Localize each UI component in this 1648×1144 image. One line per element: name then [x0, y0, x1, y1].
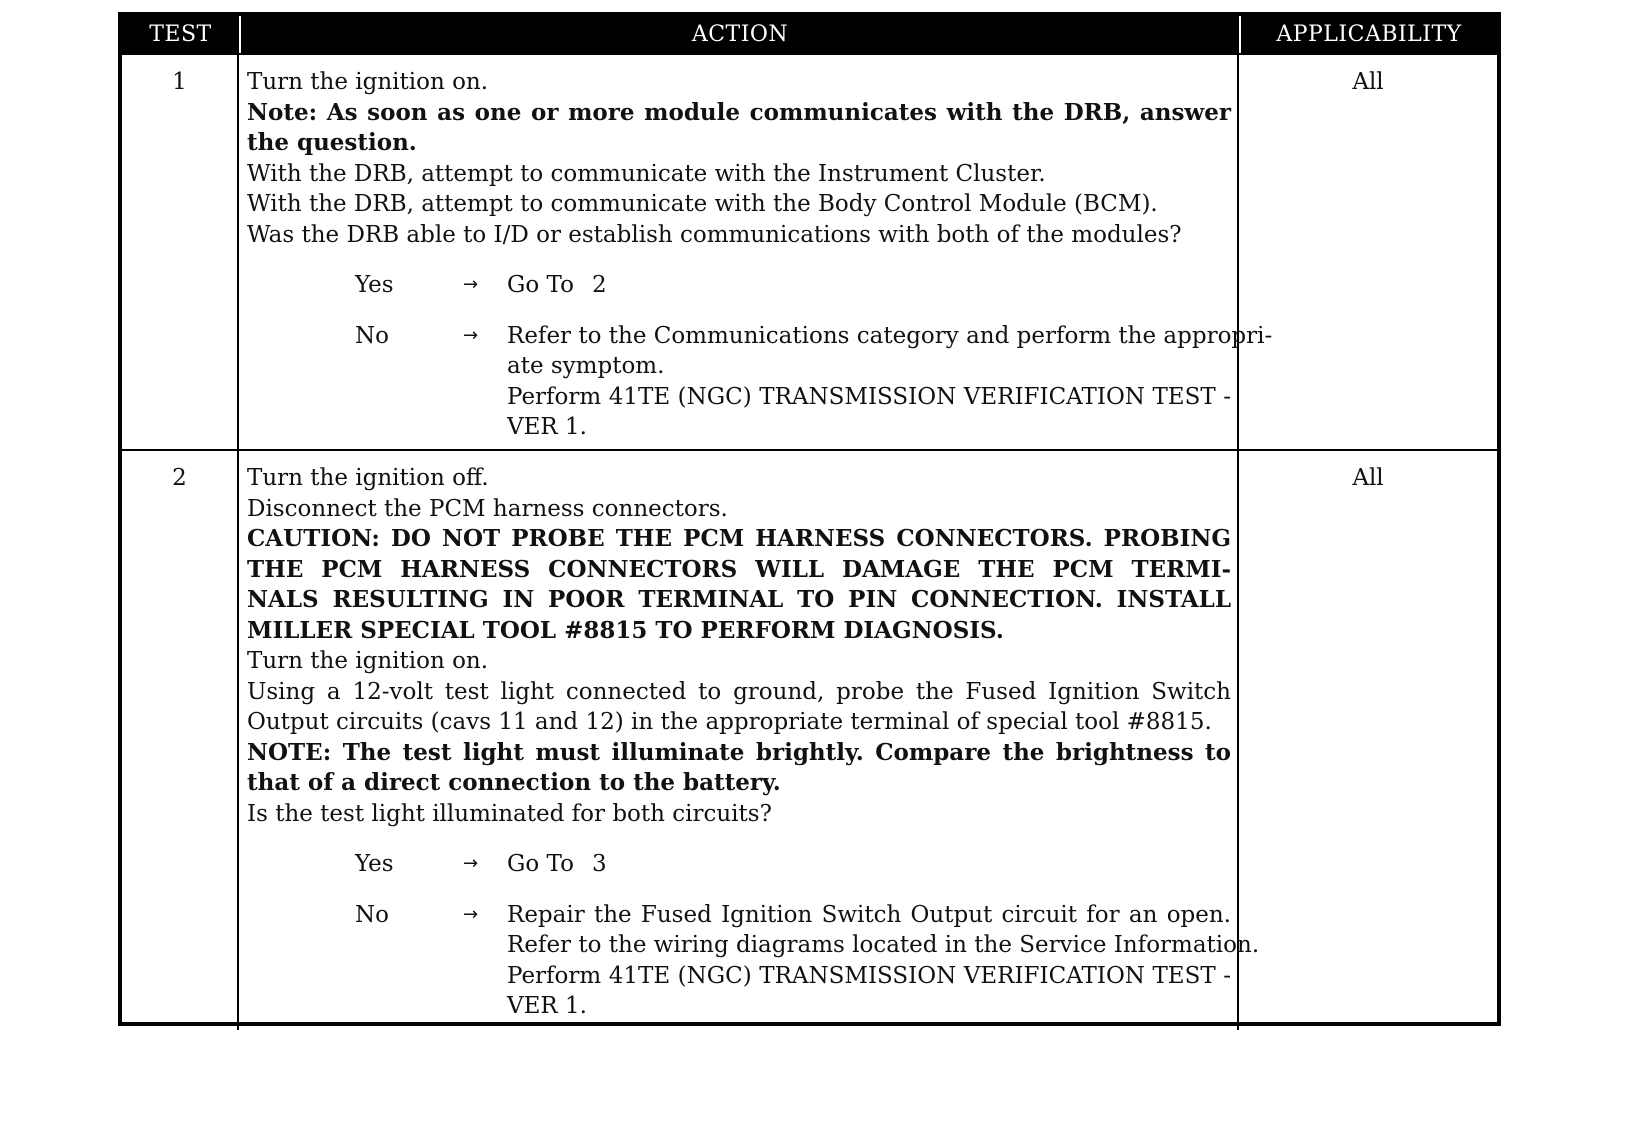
no-response-text [507, 321, 1273, 443]
caution-line: NALS RESULTING IN POOR TERMINAL TO PIN CONNECTION. INSTALL [247, 586, 1231, 613]
caution-line: THE PCM HARNESS CONNECTORS WILL DAMAGE THE PCM TERMI- [247, 555, 1231, 583]
no-response-text [507, 900, 1260, 1022]
goto-number: 3 [591, 851, 607, 877]
header-test: TEST [122, 16, 239, 53]
goto-target [507, 270, 1231, 301]
applicability-2: All [1239, 449, 1497, 1030]
action-cell-1 [239, 53, 1273, 449]
no-response [355, 900, 1260, 1022]
action-line: Turn the ignition on. [247, 69, 489, 95]
action-line: Turn the ignition off. [247, 465, 489, 491]
action-note-line: the question. [247, 129, 417, 156]
goto-text: Go To [507, 851, 574, 877]
applicability-1: All [1239, 53, 1497, 449]
yes-response [355, 849, 1231, 880]
action-line: Output circuits (cavs 11 and 12) in the appropriate terminal of special tool #8815. [247, 709, 1212, 735]
no-label: No [355, 322, 389, 349]
action-line: Was the DRB able to I/D or establish communications with both of the modules? [247, 221, 1182, 248]
action-line: With the DRB, attempt to communicate with the Body Control Module (BCM). [247, 191, 1158, 217]
action-cell-2 [239, 449, 1260, 1030]
caution-line: MILLER SPECIAL TOOL #8815 TO PERFORM DIAGNOSIS. [247, 616, 1004, 644]
goto-number: 2 [591, 272, 607, 298]
no-response [355, 321, 1273, 443]
yes-label: Yes [355, 272, 394, 298]
goto-target [507, 849, 1231, 880]
action-line: Turn the ignition on. [247, 648, 489, 674]
yes-label: Yes [355, 851, 394, 877]
arrow-right-icon: → [463, 274, 479, 295]
header-action: ACTION [239, 16, 1239, 53]
action-note-line: that of a direct connection to the battery. [247, 769, 781, 796]
action-note-line: Note: As soon as one or more module communicates with the DRB, answer [247, 98, 1231, 126]
diagnostic-test-table [118, 12, 1501, 1026]
header-applicability: APPLICABILITY [1239, 16, 1497, 53]
arrow-right-icon: → [463, 324, 479, 346]
response-line: VER 1. [507, 993, 587, 1019]
response-line: VER 1. [507, 414, 587, 440]
no-label: No [355, 901, 389, 928]
caution-line: CAUTION: DO NOT PROBE THE PCM HARNESS CONNECTORS. PROBING [247, 525, 1231, 552]
action-line: With the DRB, attempt to communicate with the Instrument Cluster. [247, 160, 1046, 187]
action-line: Disconnect the PCM harness connectors. [247, 495, 728, 522]
yes-response [355, 270, 1231, 301]
response-line: ate symptom. [507, 353, 665, 379]
action-line: Using a 12-volt test light connected to ground, probe the Fused Ignition Switch [247, 678, 1231, 705]
arrow-right-icon: → [463, 903, 479, 925]
test-number-2: 2 [122, 449, 239, 1030]
response-line: Refer to the wiring diagrams located in the Service Information. [507, 932, 1260, 958]
test-number-1: 1 [122, 53, 239, 449]
response-line: Perform 41TE (NGC) TRANSMISSION VERIFICATION TEST - [507, 383, 1231, 410]
response-line: Perform 41TE (NGC) TRANSMISSION VERIFICATION TEST - [507, 962, 1231, 989]
action-note-line: NOTE: The test light must illuminate brightly. Compare the brightness to [247, 738, 1231, 766]
goto-text: Go To [507, 272, 574, 298]
response-line: Repair the Fused Ignition Switch Output circuit for an open. [507, 901, 1231, 928]
action-line: Is the test light illuminated for both circuits? [247, 800, 772, 827]
response-line: Refer to the Communications category and perform the appropri- [507, 322, 1273, 349]
arrow-right-icon: → [463, 853, 479, 874]
